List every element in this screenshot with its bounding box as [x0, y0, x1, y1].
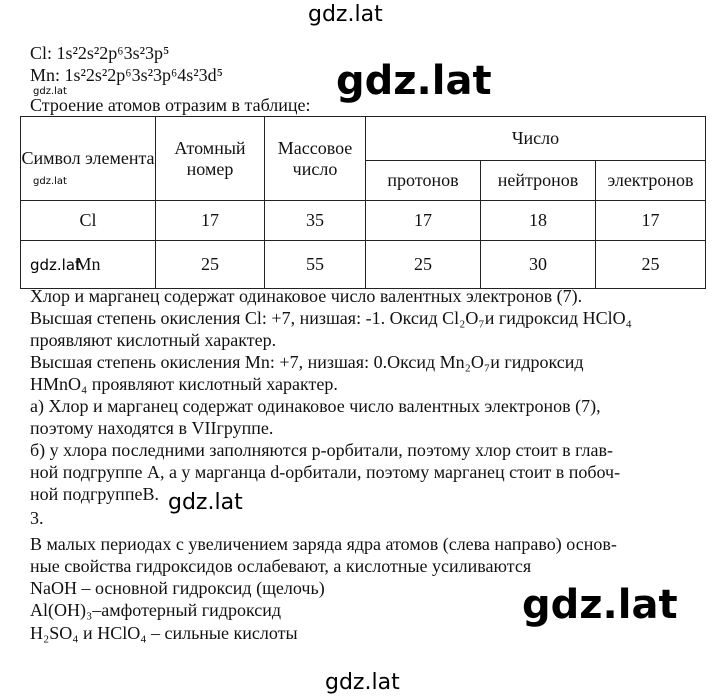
header-mass-number: Массовое число	[265, 117, 366, 201]
cell-symbol: Mn	[21, 241, 156, 289]
cell-electrons: 25	[596, 241, 706, 289]
table-row	[21, 201, 706, 241]
cell-protons: 17	[366, 201, 481, 241]
text-line: H₂SO₄ и HClO₄ – сильные кислоты	[30, 623, 298, 643]
watermark-top: gdz.lat	[308, 2, 383, 27]
text-line: проявляют кислотный характер.	[30, 330, 277, 350]
header-symbol: Символ элемента	[21, 117, 156, 201]
text-line: ные свойства гидроксидов ослабевают, а кислотные усиливаются	[30, 556, 532, 576]
watermark-inline: gdz.lat	[168, 490, 243, 515]
watermark-table: gdz.lat	[30, 256, 81, 274]
header-count: Число	[366, 117, 706, 161]
config-cl: Cl: 1s²2s²2p⁶3s²3p⁵	[30, 43, 170, 63]
text-line: поэтому находятся в VIIгруппе.	[30, 418, 274, 438]
cell-symbol: Cl	[21, 201, 156, 241]
text-line: а) Хлор и марганец содержат одинаковое число валентных электронов (7),	[30, 396, 601, 416]
text-line: HMnO₄ проявляют кислотный характер.	[30, 374, 338, 394]
cell-atomic: 25	[156, 241, 265, 289]
text-line: NaOH – основной гидроксид (щелочь)	[30, 578, 325, 598]
watermark-large-bottom: gdz.lat	[522, 582, 678, 628]
atom-structure-table	[20, 116, 706, 289]
watermark-large-top: gdz.lat	[336, 58, 492, 104]
text-line: В малых периодах с увеличением заряда ядра атомов (слева направо) основ-	[30, 534, 617, 554]
watermark-small: gdz.lat	[33, 176, 67, 187]
cell-mass: 35	[265, 201, 366, 241]
cell-electrons: 17	[596, 201, 706, 241]
header-atomic-number: Атомный номер	[156, 117, 265, 201]
cell-mass: 55	[265, 241, 366, 289]
text-line: б) у хлора последними заполняются p-орбитали, поэтому хлор стоит в глав-	[30, 440, 614, 460]
text-line: Высшая степень окисления Cl: +7, низшая: -1. Оксид Cl₂O₇и гидроксид HClO₄	[30, 308, 632, 328]
cell-protons: 25	[366, 241, 481, 289]
cell-neutrons: 18	[481, 201, 596, 241]
config-mn: Mn: 1s²2s²2p⁶3s²3p⁶4s²3d⁵	[30, 65, 223, 85]
table-row	[21, 241, 706, 289]
watermark-small: gdz.lat	[33, 86, 67, 97]
cell-atomic: 17	[156, 201, 265, 241]
section-number: 3.	[30, 508, 44, 528]
table-intro: Строение атомов отразим в таблице:	[30, 95, 311, 115]
cell-neutrons: 30	[481, 241, 596, 289]
header-neutrons: нейтронов	[481, 161, 596, 201]
text-line: Хлор и марганец содержат одинаковое число валентных электронов (7).	[30, 286, 583, 306]
text-line: Al(OH)₃–амфотерный гидроксид	[30, 600, 282, 620]
text-line: ной подгруппеВ.	[30, 484, 159, 504]
header-electrons: электронов	[596, 161, 706, 201]
header-protons: протонов	[366, 161, 481, 201]
text-line: Высшая степень окисления Mn: +7, низшая: 0.Оксид Mn₂O₇и гидроксид	[30, 352, 584, 372]
text-line: ной подгруппе А, а у марганца d-орбитали, поэтому марганец стоит в побоч-	[30, 462, 621, 482]
watermark-bottom: gdz.lat	[325, 670, 400, 695]
